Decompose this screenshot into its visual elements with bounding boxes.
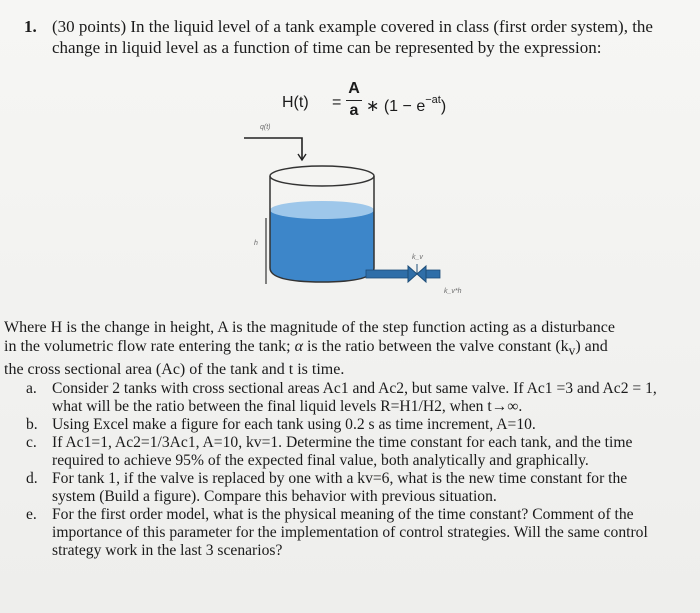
description: [4, 318, 684, 379]
description-line-1: Where H is the change in height, A is the magnitude of the step function acting as a disturbance: [4, 319, 615, 336]
equation-equals: =: [332, 94, 342, 111]
water-surface: [270, 201, 374, 219]
item-text: For tank 1, if the valve is replaced by one with a kv=6, what is the new time constant for the system (Build a figure). Compare this behavior with previous situation.: [52, 470, 628, 505]
outflow-label: k_v*h: [444, 288, 462, 295]
fraction-denominator: a: [349, 102, 359, 119]
list-item: [26, 470, 666, 506]
item-letter: c.: [26, 434, 37, 451]
valve-label: k_v: [412, 254, 423, 261]
description-line-2-post: is the ratio between the valve constant (k: [306, 338, 569, 355]
list-item: [26, 380, 666, 416]
item-letter: a.: [26, 380, 37, 397]
description-line-2: [4, 337, 684, 360]
list-item: [26, 434, 666, 470]
item-text: For the first order model, what is the physical meaning of the time constant? Comment of the importance of this parameter for the implementation of control strategies. Will the same control strategy work in the last 3 scenarios?: [52, 506, 648, 559]
item-text: If Ac1=1, Ac2=1/3Ac1, A=10, kv=1. Determine the time constant for each tank, and the time required to achieve 95% of the expected final value, both analytically and graphically.: [52, 434, 633, 469]
question-number: 1.: [24, 17, 37, 36]
equation-close: ): [440, 98, 447, 115]
question-text: (30 points) In the liquid level of a tank example covered in class (first order system), the change in liquid level as a function of time can be represented by the expression:: [52, 17, 653, 57]
tank-figure: [230, 118, 460, 308]
question-header: [24, 16, 684, 58]
item-text: Consider 2 tanks with cross sectional areas Ac1 and Ac2, but same valve. If Ac1 =3 and Ac2 = 1, what will be the ratio between the final liquid levels R=H1/H2, when t→∞.: [52, 380, 657, 415]
height-label: h: [254, 240, 258, 247]
item-letter: e.: [26, 506, 37, 523]
item-text: Using Excel make a figure for each tank using 0.2 s as time increment, A=10.: [52, 416, 536, 433]
equation-fraction: [346, 80, 362, 119]
equation-rhs: [366, 94, 446, 116]
description-line-2-end: ) and: [575, 338, 608, 355]
description-line-2-pre: in the volumetric flow rate entering the tank;: [4, 338, 291, 355]
equation-lhs: H(t): [282, 94, 309, 111]
inflow-pipe: [244, 138, 302, 160]
equation-rhs-body: ∗ (1 − e: [366, 98, 426, 115]
equation-exponent: −at: [425, 94, 441, 106]
fraction-numerator: A: [348, 80, 360, 97]
alpha-symbol: α: [294, 338, 303, 355]
item-letter: b.: [26, 416, 38, 433]
list-item: [26, 506, 666, 560]
description-line-3: the cross sectional area (Ac) of the tank and t is time.: [4, 361, 345, 379]
tank-diagram: [230, 118, 460, 308]
tank-water: [270, 210, 374, 282]
question-items: [26, 380, 666, 560]
outlet-pipe: [366, 270, 410, 278]
outlet-pipe-end: [426, 270, 440, 278]
inflow-label: q(t): [260, 124, 271, 131]
list-item: [26, 416, 666, 434]
fraction-bar: [346, 100, 362, 101]
kv-subscript: v: [568, 343, 576, 359]
tank-top-rim: [270, 166, 374, 186]
item-letter: d.: [26, 470, 38, 487]
